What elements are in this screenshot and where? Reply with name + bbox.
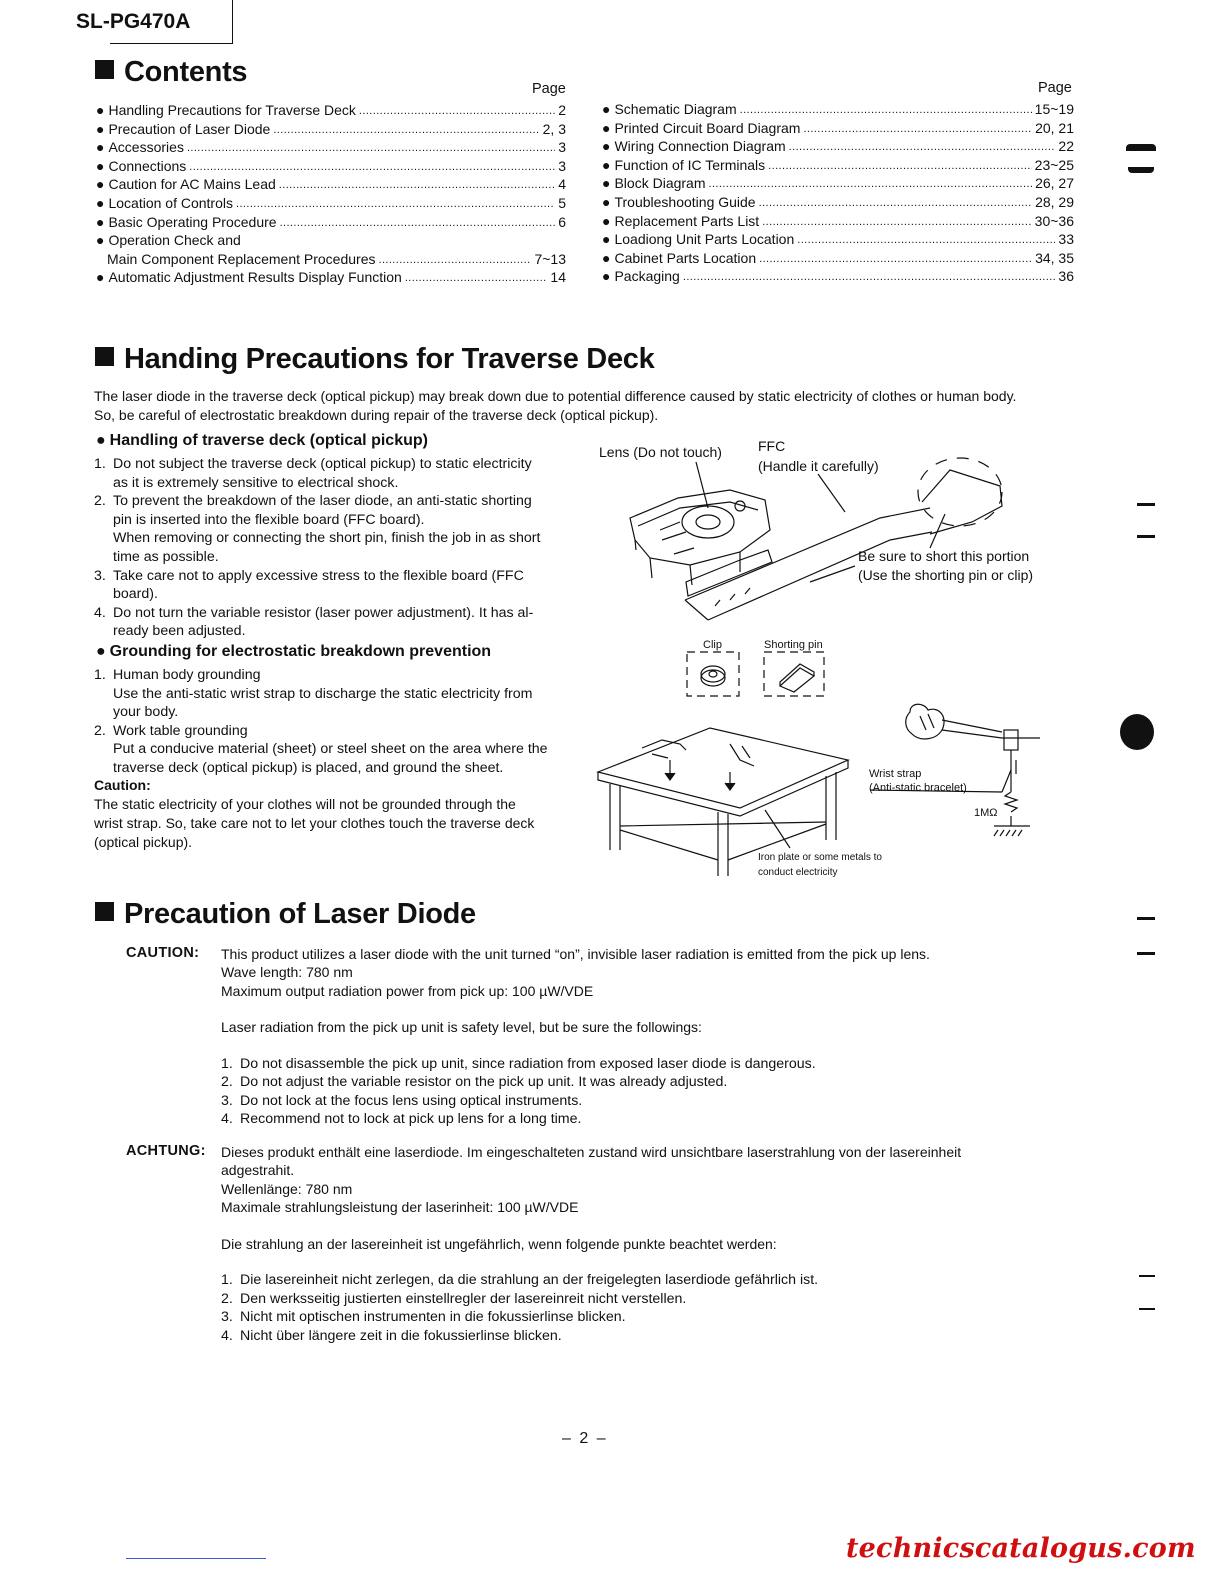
toc-label: Wiring Connection Diagram <box>614 138 786 155</box>
bullet-icon: ● <box>602 138 611 155</box>
list-text: Human body grounding <box>113 667 261 683</box>
toc-label: Function of IC Terminals <box>614 156 766 173</box>
toc-entry <box>96 101 566 120</box>
toc-label: Basic Operating Procedure <box>108 213 277 230</box>
bullet-icon: ● <box>96 213 105 230</box>
bullet-icon: ● <box>602 175 611 192</box>
figure-resistor-label: 1MΩ <box>974 807 998 819</box>
toc-label: Troubleshooting Guide <box>614 193 756 210</box>
list-text: ready been adjusted. <box>113 623 246 640</box>
page-number: – 2 – <box>562 1430 608 1447</box>
toc-page: 22 <box>1058 138 1074 155</box>
contents-left-list <box>96 101 566 287</box>
toc-page: 3 <box>558 139 566 156</box>
toc-page: 28, 29 <box>1035 193 1074 210</box>
toc-entry <box>602 156 1074 175</box>
figure-clip-label: Clip <box>703 639 722 651</box>
list-number <box>94 585 113 604</box>
toc-leader <box>279 174 555 188</box>
list-text: pin is inserted into the flexible board (FFC board). <box>113 511 425 528</box>
list-number: 1. <box>94 456 106 472</box>
list-number: 1. <box>221 1272 233 1289</box>
bullet-icon: ● <box>96 102 105 118</box>
toc-leader <box>797 229 1055 243</box>
figure-iron-note-1: Iron plate or some metals to <box>758 852 882 863</box>
scan-mark <box>1128 167 1154 173</box>
list-item <box>221 1308 1121 1327</box>
toc-leader <box>378 249 531 263</box>
list-text: When removing or connecting the short pin, finish the job in as short <box>113 530 541 547</box>
toc-entry <box>96 250 566 269</box>
list-item <box>94 474 574 493</box>
list-item <box>221 1110 1121 1129</box>
toc-entry <box>96 213 566 232</box>
list-item <box>94 511 574 530</box>
list-number: 2. <box>94 722 106 739</box>
bullet-icon: ● <box>96 232 105 249</box>
footer-link-underline <box>126 1558 266 1559</box>
list-number: 3. <box>221 1092 233 1109</box>
toc-entry <box>602 249 1074 268</box>
scan-mark <box>1137 535 1155 538</box>
handling-intro-line: The laser diode in the traverse deck (optical pickup) may break down due to potential difference caused by static electricity of clothes or human body. <box>94 388 1017 404</box>
list-number <box>94 474 113 493</box>
toc-label: Loadiong Unit Parts Location <box>614 231 795 248</box>
list-number: 4. <box>221 1111 233 1128</box>
toc-page: 34, 35 <box>1035 249 1074 266</box>
toc-entry <box>96 231 566 250</box>
list-number <box>94 622 113 641</box>
list-item <box>94 666 574 685</box>
brand-watermark: technicscatalogus.com <box>846 1533 1196 1564</box>
toc-entry <box>96 120 566 139</box>
list-item <box>221 1290 1121 1309</box>
header-divider <box>232 0 233 44</box>
toc-leader <box>187 137 555 151</box>
toc-page: 7~13 <box>534 250 566 267</box>
contents-page-label-left: Page <box>532 81 566 97</box>
list-number <box>94 529 113 548</box>
list-number: 1. <box>94 667 106 683</box>
handling-subheading-1: ● Handling of traverse deck (optical pickup) <box>96 432 428 449</box>
laser-achtung-label: ACHTUNG: <box>126 1143 206 1159</box>
list-number <box>94 511 113 530</box>
toc-label: Precaution of Laser Diode <box>108 120 271 137</box>
figure-iron-note-2: conduct electricity <box>758 867 838 878</box>
toc-page: 33 <box>1058 231 1074 248</box>
toc-leader <box>359 100 555 114</box>
figure-wrist-strap-label: Wrist strap <box>869 768 922 780</box>
list-text: traverse deck (optical pickup) is placed, and ground the sheet. <box>113 759 504 776</box>
header-underline <box>110 43 232 44</box>
toc-entry <box>96 138 566 157</box>
laser-caution-list <box>221 1055 1121 1129</box>
list-text: your body. <box>113 704 179 721</box>
list-text: Work table grounding <box>113 722 248 739</box>
clip-and-pin-drawing <box>687 652 824 696</box>
scan-mark <box>1120 714 1154 750</box>
bullet-icon: ● <box>602 231 611 248</box>
list-number: 4. <box>221 1327 233 1344</box>
laser-caution-label: CAUTION: <box>126 945 200 961</box>
list-number: 2. <box>221 1074 233 1091</box>
toc-leader <box>280 212 556 226</box>
toc-entry <box>602 119 1074 138</box>
achtung-safety-line: Die strahlung an der lasereinheit ist ungefährlich, wenn folgende punkte beachtet werden: <box>221 1235 777 1252</box>
toc-entry <box>602 230 1074 249</box>
bullet-icon: ● <box>602 156 611 173</box>
toc-leader <box>740 99 1032 113</box>
list-text: Do not subject the traverse deck (optical pickup) to static electricity <box>113 456 532 472</box>
toc-label: Caution for AC Mains Lead <box>108 176 276 193</box>
figure-shorting-pin-label: Shorting pin <box>764 639 823 651</box>
traverse-deck-drawing <box>630 458 1002 620</box>
toc-leader <box>683 266 1056 280</box>
toc-page: 36 <box>1058 268 1074 285</box>
list-item <box>94 567 574 586</box>
list-text: Do not disassemble the pick up unit, since radiation from exposed laser diode is dangerous. <box>240 1055 816 1072</box>
list-item <box>94 703 574 722</box>
toc-page: 3 <box>558 157 566 174</box>
toc-leader <box>803 118 1032 132</box>
list-item <box>94 759 574 778</box>
toc-entry <box>96 194 566 213</box>
bullet-icon: ● <box>96 269 105 286</box>
scan-mark <box>1126 144 1156 151</box>
toc-label: Printed Circuit Board Diagram <box>614 119 801 136</box>
list-item <box>94 604 574 623</box>
achtung-line: Wellenlänge: 780 nm <box>221 1180 353 1197</box>
list-text: Nicht über längere zeit in die fokussierlinse blicken. <box>240 1327 562 1344</box>
list-item <box>221 1327 1121 1346</box>
scan-mark <box>1137 917 1155 920</box>
laser-achtung-list <box>221 1271 1121 1345</box>
list-text: as it is extremely sensitive to electrical shock. <box>113 474 399 491</box>
list-text: Use the anti-static wrist strap to discharge the static electricity from <box>113 685 533 702</box>
toc-label: Accessories <box>108 139 184 156</box>
toc-leader <box>759 248 1032 262</box>
toc-entry <box>96 175 566 194</box>
toc-leader <box>405 267 548 281</box>
toc-page: 14 <box>550 269 566 286</box>
toc-label: Block Diagram <box>614 175 706 192</box>
toc-page: 26, 27 <box>1035 175 1074 192</box>
toc-entry <box>96 268 566 287</box>
toc-leader <box>789 136 1056 150</box>
list-item <box>94 622 574 641</box>
list-item <box>94 529 574 548</box>
bullet-icon: ● <box>96 194 105 211</box>
list-text: Nicht mit optischen instrumenten in die fokussierlinse blicken. <box>240 1309 626 1326</box>
precaution-illustrations <box>590 430 1070 890</box>
toc-entry <box>602 212 1074 231</box>
list-text: Do not turn the variable resistor (laser power adjustment). It has al- <box>113 604 534 621</box>
toc-leader <box>762 211 1031 225</box>
handling-list-2 <box>94 666 574 778</box>
laser-title: Precaution of Laser Diode <box>95 898 476 931</box>
list-number: 1. <box>221 1055 233 1072</box>
handling-caution-label: Caution: <box>94 777 151 793</box>
figure-ffc-label: FFC <box>758 438 786 454</box>
list-text: Do not lock at the focus lens using optical instruments. <box>240 1092 583 1109</box>
handling-title: Handing Precautions for Traverse Deck <box>95 343 654 376</box>
toc-leader <box>236 193 555 207</box>
list-text: Die lasereinheit nicht zerlegen, da die strahlung an der freigelegten laserdiode gefährlich ist. <box>240 1272 819 1289</box>
list-item <box>94 685 574 704</box>
list-number: 3. <box>94 567 106 584</box>
bullet-icon: ● <box>602 249 611 266</box>
toc-label: Replacement Parts List <box>614 212 760 229</box>
handling-intro-line: So, be careful of electrostatic breakdown during repair of the traverse deck (optical pickup). <box>94 407 659 423</box>
handling-list-1 <box>94 455 574 641</box>
caution-line: (optical pickup). <box>94 834 193 850</box>
list-number <box>94 759 113 778</box>
list-number: 3. <box>221 1309 233 1326</box>
list-item <box>221 1073 1121 1092</box>
toc-label: Automatic Adjustment Results Display Function <box>108 269 402 286</box>
toc-label: Schematic Diagram <box>614 101 737 117</box>
figure-short-note-2: (Use the shorting pin or clip) <box>858 567 1034 583</box>
toc-entry <box>602 137 1074 156</box>
list-item <box>221 1092 1121 1111</box>
list-number <box>94 685 113 704</box>
list-text: Recommend not to lock at pick up lens for a long time. <box>240 1111 582 1128</box>
list-number: 2. <box>94 493 106 510</box>
work-table-drawing <box>598 728 848 876</box>
toc-entry <box>96 157 566 176</box>
toc-leader <box>768 155 1032 169</box>
caution-line: The static electricity of your clothes will not be grounded through the <box>94 796 516 812</box>
list-text: To prevent the breakdown of the laser diode, an anti-static shorting <box>113 493 532 510</box>
toc-label: Handling Precautions for Traverse Deck <box>108 102 356 118</box>
achtung-line: adgestrahit. <box>221 1162 295 1179</box>
toc-label: Main Component Replacement Procedures <box>107 250 376 267</box>
bullet-icon: ● <box>602 193 611 210</box>
list-item <box>94 455 574 474</box>
achtung-line: Dieses produkt enthält eine laserdiode. Im eingeschalteten zustand wird unsichtbare laserstrahlung von der lasereinheit <box>221 1144 962 1160</box>
handling-intro <box>94 387 1094 425</box>
list-number <box>94 703 113 722</box>
toc-label: Operation Check and <box>108 232 241 249</box>
toc-leader <box>709 173 1033 187</box>
toc-entry <box>602 100 1074 119</box>
list-text: Put a conducive material (sheet) or steel sheet on the area where the <box>113 741 548 758</box>
caution-line: This product utilizes a laser diode with the unit turned “on”, invisible laser radiation is emitted from the pick up lens. <box>221 946 930 962</box>
list-text: Take care not to apply excessive stress to the flexible board (FFC <box>113 567 524 584</box>
list-number <box>94 740 113 759</box>
model-number: SL-PG470A <box>76 10 191 33</box>
list-item <box>94 585 574 604</box>
bullet-icon: ● <box>602 212 611 229</box>
bullet-icon: ● <box>602 268 611 285</box>
toc-leader <box>273 119 539 133</box>
list-number: 4. <box>94 604 106 621</box>
caution-line: wrist strap. So, take care not to let your clothes touch the traverse deck <box>94 815 535 831</box>
list-item <box>94 548 574 567</box>
scan-mark <box>1139 1308 1155 1310</box>
toc-page: 2, 3 <box>542 120 566 137</box>
toc-label: Packaging <box>614 268 680 285</box>
wrist-strap-drawing <box>870 704 1040 836</box>
toc-page: 2 <box>558 102 566 118</box>
scan-mark <box>1137 503 1155 506</box>
toc-page: 23~25 <box>1034 156 1074 173</box>
caution-line: Maximum output radiation power from pick up: 100 µW/VDE <box>221 982 594 999</box>
toc-page: 30~36 <box>1034 212 1074 229</box>
bullet-icon: ● <box>96 176 105 193</box>
bullet-icon: ● <box>96 157 105 174</box>
laser-caution-block <box>221 945 1121 1129</box>
toc-entry <box>602 193 1074 212</box>
bullet-icon: ● <box>96 139 105 156</box>
toc-page: 4 <box>558 176 566 193</box>
list-text: Den werksseitig justierten einstellregler der lasereinreit nicht verstellen. <box>240 1290 687 1307</box>
list-text: board). <box>113 586 158 603</box>
list-item <box>221 1271 1121 1290</box>
toc-page: 6 <box>558 213 566 230</box>
toc-label: Connections <box>108 157 187 174</box>
toc-leader <box>759 192 1032 206</box>
caution-line: Wave length: 780 nm <box>221 964 353 981</box>
list-text: Do not adjust the variable resistor on the pick up unit. It was already adjusted. <box>240 1074 728 1091</box>
figure-wrist-note: (Anti-static bracelet) <box>869 782 967 794</box>
scan-mark <box>1139 1275 1155 1277</box>
list-number <box>94 548 113 567</box>
toc-entry <box>602 174 1074 193</box>
list-item <box>94 492 574 511</box>
scan-mark <box>1137 952 1155 955</box>
list-item <box>94 722 574 741</box>
toc-label: Location of Controls <box>108 194 233 211</box>
toc-leader <box>189 156 555 170</box>
figure-lens-label: Lens (Do not touch) <box>599 444 722 460</box>
toc-page: 5 <box>558 194 566 211</box>
achtung-line: Maximale strahlungsleistung der laserinheit: 100 µW/VDE <box>221 1199 579 1216</box>
bullet-icon: ● <box>602 101 611 117</box>
handling-subheading-2: ● Grounding for electrostatic breakdown prevention <box>96 643 492 660</box>
list-number: 2. <box>221 1290 233 1307</box>
handling-caution-text <box>94 795 574 852</box>
contents-right-list <box>602 100 1074 286</box>
list-item <box>221 1055 1121 1074</box>
toc-entry <box>602 267 1074 286</box>
figure-ffc-note: (Handle it carefully) <box>758 458 879 474</box>
figure-short-note-1: Be sure to short this portion <box>858 548 1030 564</box>
contents-page-label-right: Page <box>1038 80 1072 96</box>
bullet-icon: ● <box>602 119 611 136</box>
toc-page: 20, 21 <box>1035 119 1074 136</box>
laser-achtung-block <box>221 1143 1121 1345</box>
list-item <box>94 740 574 759</box>
contents-title: Contents <box>95 56 247 89</box>
caution-safety-line: Laser radiation from the pick up unit is safety level, but be sure the followings: <box>221 1019 702 1036</box>
bullet-icon: ● <box>96 120 105 137</box>
toc-page: 15~19 <box>1034 101 1074 117</box>
toc-label: Cabinet Parts Location <box>614 249 757 266</box>
list-text: time as possible. <box>113 548 219 565</box>
